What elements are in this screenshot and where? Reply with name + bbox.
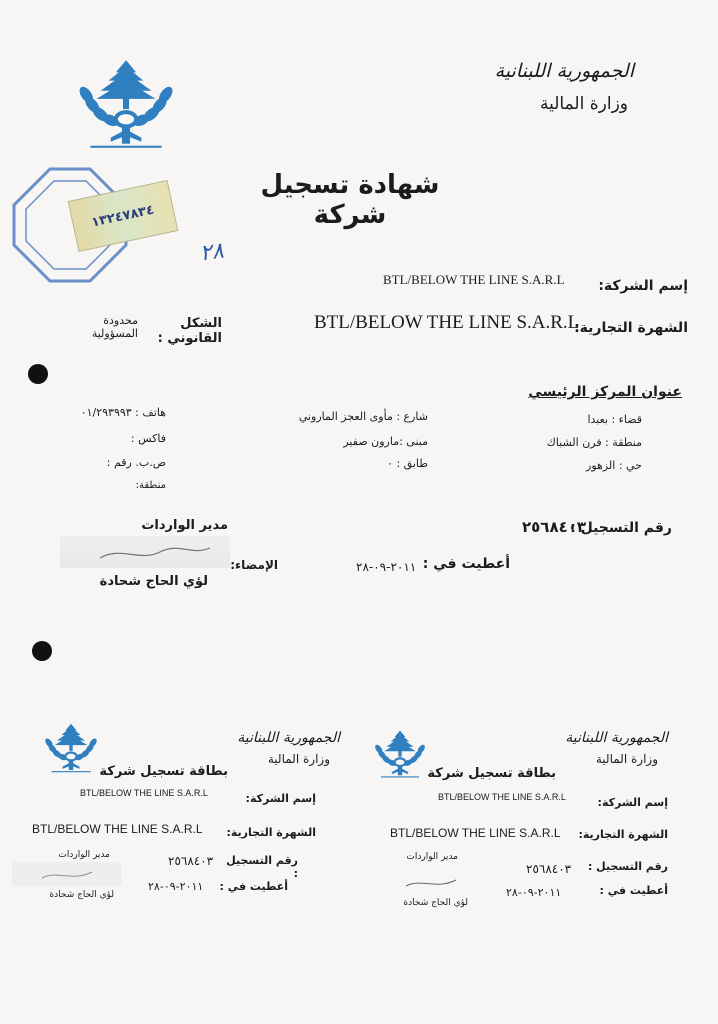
company-name-label: إسم الشركة: bbox=[598, 278, 688, 294]
card-left-director-title: مدير الواردات bbox=[58, 850, 110, 860]
card-left-registration-value: ٢٥٦٨٤٠٣ bbox=[168, 854, 214, 868]
address-fax: فاكس : bbox=[130, 432, 166, 445]
card-right-director-title: مدير الواردات bbox=[406, 852, 458, 862]
signature-label: الإمضاء: bbox=[230, 558, 278, 572]
address-phone: هاتف : ٠١/٢٩٣٩٩٣ bbox=[80, 406, 166, 419]
address-district: قضاء : بعبدا bbox=[587, 413, 642, 426]
legal-form-value: محدودة المسؤولية bbox=[91, 314, 138, 340]
director-name: لؤي الحاج شحادة bbox=[99, 574, 208, 589]
punch-hole bbox=[32, 641, 52, 661]
republic-heading: الجمهورية اللبنانية bbox=[494, 60, 634, 82]
handwritten-signature bbox=[60, 536, 230, 568]
issued-label: أعطيت في : bbox=[422, 556, 510, 572]
card-right-title: بطاقة تسجيل شركة bbox=[427, 766, 556, 781]
card-left-issued-label: أعطيت في : bbox=[219, 880, 288, 893]
address-street: شارع : مأوى العجز الماروني bbox=[298, 410, 428, 423]
card-left-registration-label: رقم التسجيل : bbox=[226, 854, 298, 880]
card-left-director-name: لؤي الحاج شحادة bbox=[49, 890, 114, 900]
trade-name-label: الشهرة التجارية: bbox=[574, 320, 688, 336]
address-building: مبنى :مارون صفير bbox=[343, 435, 428, 448]
registration-label: رقم التسجيل : bbox=[570, 520, 672, 536]
card-left-ministry: وزارة المالية bbox=[267, 752, 330, 766]
cedar-emblem-icon bbox=[70, 58, 182, 150]
address-quarter: حي : الزهور bbox=[586, 459, 642, 472]
hq-heading: عنوان المركز الرئيسي bbox=[528, 384, 682, 400]
director-title: مدير الواردات bbox=[141, 518, 228, 533]
card-right-director-name: لؤي الحاج شحادة bbox=[403, 898, 468, 908]
handwritten-mark: ٢٨ bbox=[198, 238, 226, 267]
card-right-issued-label: أعطيت في : bbox=[599, 884, 668, 897]
ministry-heading: وزارة المالية bbox=[540, 94, 628, 114]
address-area: منطقة : فرن الشباك bbox=[546, 436, 642, 449]
card-right-trade-value: BTL/BELOW THE LINE S.A.R.L bbox=[390, 826, 561, 840]
card-right-trade-label: الشهرة التجارية: bbox=[578, 828, 668, 841]
card-left-company-value: BTL/BELOW THE LINE S.A.R.L bbox=[80, 788, 208, 798]
card-left-republic: الجمهورية اللبنانية bbox=[237, 730, 340, 746]
certificate-title: شهادة تسجيل شركة bbox=[260, 170, 440, 230]
card-right-registration-label: رقم التسجيل : bbox=[587, 860, 668, 873]
company-name-value: BTL/BELOW THE LINE S.A.R.L bbox=[383, 272, 565, 287]
revenue-stamp-number: ١٣٢٤٧٨٣٤ bbox=[90, 202, 156, 231]
issued-date: ٢٠١١-٠٩-٢٨ bbox=[356, 560, 417, 574]
card-left-signature bbox=[12, 862, 122, 886]
registration-value: ٢٥٦٨٤٠٣ bbox=[522, 518, 587, 536]
legal-form-label: الشكل القانوني : bbox=[157, 316, 222, 346]
address-po-area: منطقة: bbox=[135, 480, 166, 491]
card-right-company-label: إسم الشركة: bbox=[597, 796, 668, 809]
card-left-trade-value: BTL/BELOW THE LINE S.A.R.L bbox=[32, 822, 203, 836]
card-right-company-value: BTL/BELOW THE LINE S.A.R.L bbox=[438, 792, 566, 802]
punch-hole bbox=[28, 364, 48, 384]
card-left-title: بطاقة تسجيل شركة bbox=[99, 764, 228, 779]
address-po-box: ص.ب. رقم : bbox=[106, 456, 166, 469]
card-left-trade-label: الشهرة التجارية: bbox=[226, 826, 316, 839]
card-left-issued-value: ٢٠١١-٠٩-٢٨ bbox=[148, 880, 204, 893]
card-right-registration-value: ٢٥٦٨٤٠٣ bbox=[526, 862, 572, 876]
address-floor: طابق : ٠ bbox=[387, 457, 428, 470]
trade-name-value: BTL/BELOW THE LINE S.A.R.L bbox=[314, 312, 580, 333]
card-left-company-label: إسم الشركة: bbox=[245, 792, 316, 805]
card-right-republic: الجمهورية اللبنانية bbox=[565, 730, 668, 746]
card-right-signature bbox=[396, 870, 466, 894]
card-right-issued-value: ٢٠١١-٠٩-٢٨ bbox=[506, 886, 562, 899]
card-right-ministry: وزارة المالية bbox=[595, 752, 658, 766]
